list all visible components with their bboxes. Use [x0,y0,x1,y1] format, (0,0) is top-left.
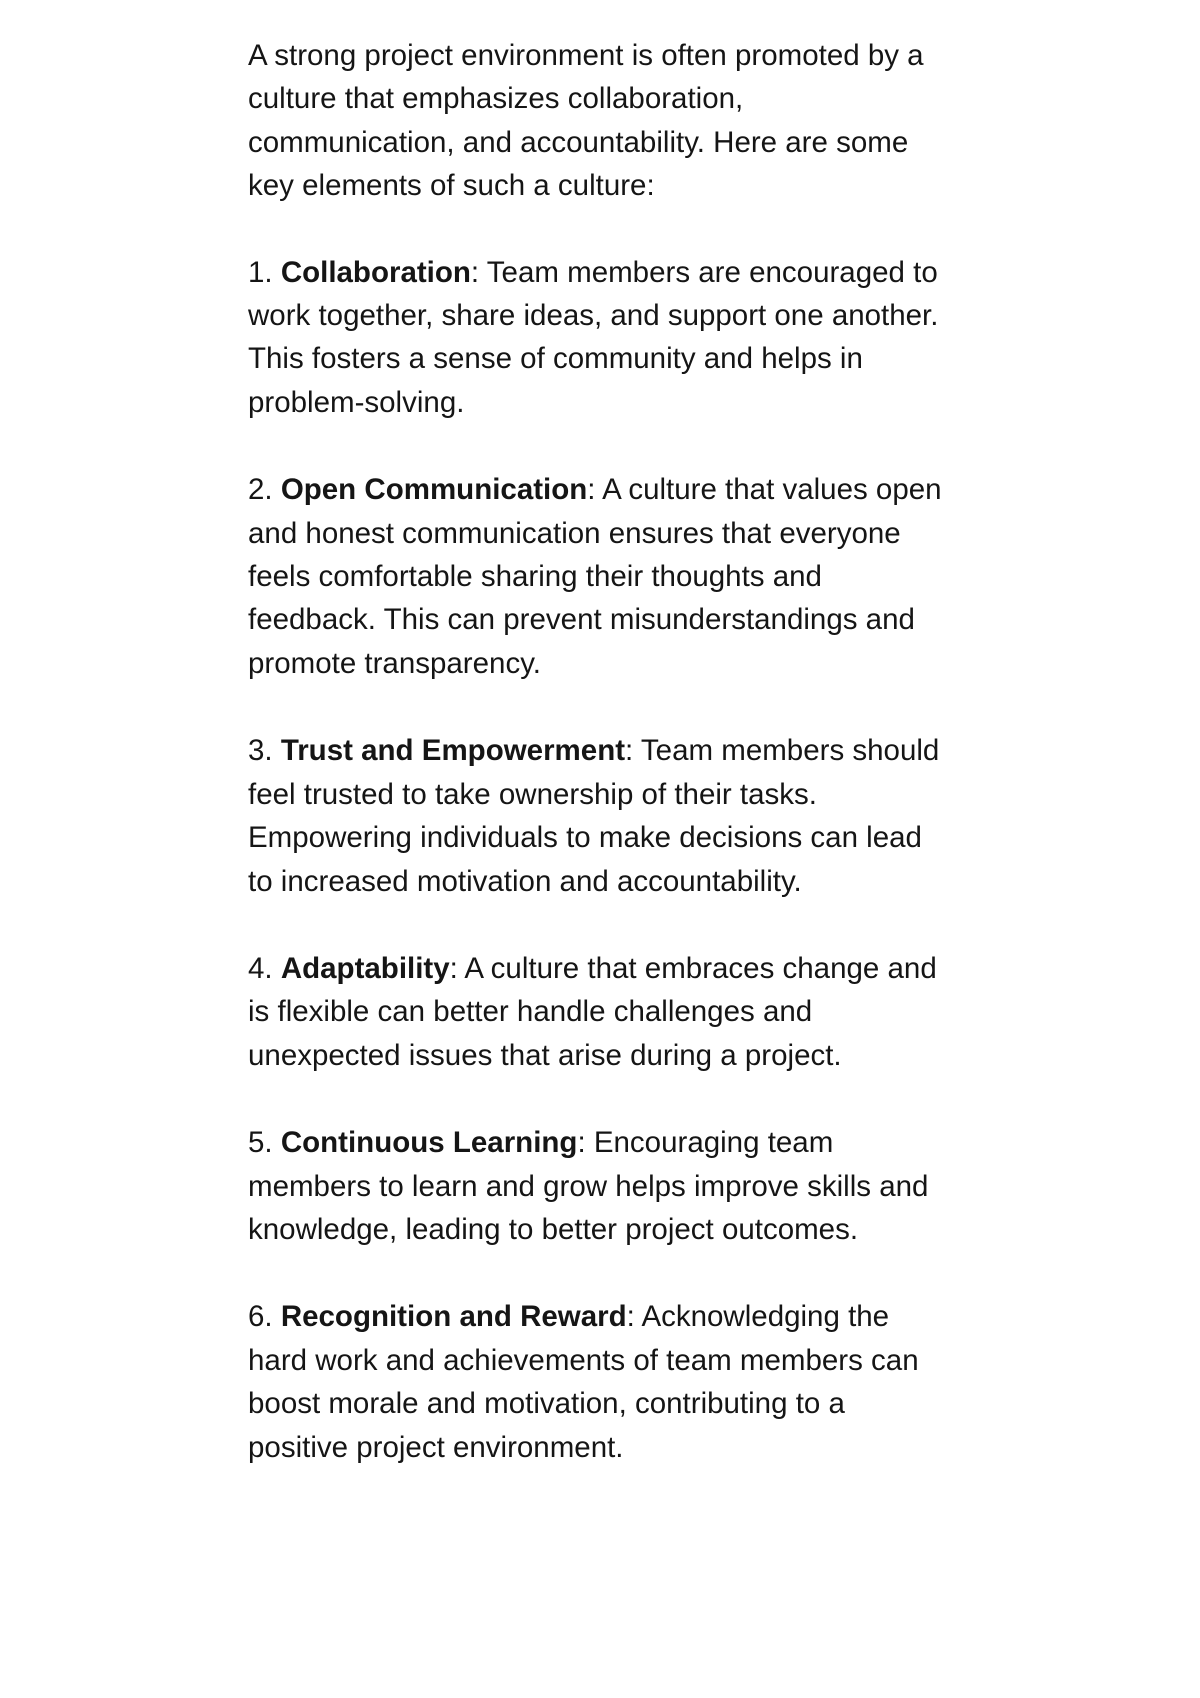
item-number: 3. [248,734,273,768]
item-term: Collaboration [280,255,471,289]
item-term: Recognition and Reward [280,1300,627,1334]
item-number: 6. [248,1300,273,1334]
item-description: Team members are encouraged to work together, share ideas, and support one another. This fosters a sense of community and helps in problem-solving. [248,255,939,419]
list-item-adaptability: 4. Adaptability: A culture that embraces change and is flexible can better handle challenges and unexpected issues that arise during a project. [248,951,937,1072]
intro-paragraph: A strong project environment is often promoted by a culture that emphasizes collaboration, communication, and accountability. Here are some key elements of such a culture: [248,39,924,203]
list-item-open-communication: 2. Open Communication: A culture that values open and honest communication ensures that everyone feels comfortable sharing their thoughts and feedback. This can prevent misunderstandings and promote transparency. [248,473,942,680]
item-term: Trust and Empowerment [280,734,626,768]
item-description: A culture that embraces change and is flexible can better handle challenges and unexpected issues that arise during a project. [248,951,937,1072]
item-term: Open Communication [280,473,588,507]
item-description: Acknowledging the hard work and achievements of team members can boost morale and motivation, contributing to a positive project environment. [248,1300,919,1464]
item-number: 4. [248,951,273,985]
item-description: A culture that values open and honest communication ensures that everyone feels comfortable sharing their thoughts and feedback. This can prevent misunderstandings and promote transparency. [248,473,942,680]
list-item-collaboration: 1. Collaboration: Team members are encouraged to work together, share ideas, and support one another. This fosters a sense of community and helps in problem-solving. [248,255,939,419]
item-description: Team members should feel trusted to take ownership of their tasks. Empowering individuals to make decisions can lead to increased motivation and accountability. [248,734,940,898]
item-number: 5. [248,1126,273,1160]
item-description: Encouraging team members to learn and grow helps improve skills and knowledge, leading to better project outcomes. [248,1126,929,1246]
list-item-continuous-learning: 5. Continuous Learning: Encouraging team members to learn and grow helps improve skills and knowledge, leading to better project outcomes. [248,1126,929,1246]
list-item-recognition-and-reward: 6. Recognition and Reward: Acknowledging the hard work and achievements of team members can boost morale and motivation, contributing to a positive project environment. [248,1300,919,1464]
list-item-trust-and-empowerment: 3. Trust and Empowerment: Team members should feel trusted to take ownership of their tasks. Empowering individuals to make decisions can lead to increased motivation and accountability. [248,734,940,898]
item-term: Continuous Learning [280,1126,578,1160]
item-term: Adaptability [280,951,450,985]
item-number: 1. [248,255,273,289]
document-body [248,34,948,1469]
item-number: 2. [248,473,273,507]
